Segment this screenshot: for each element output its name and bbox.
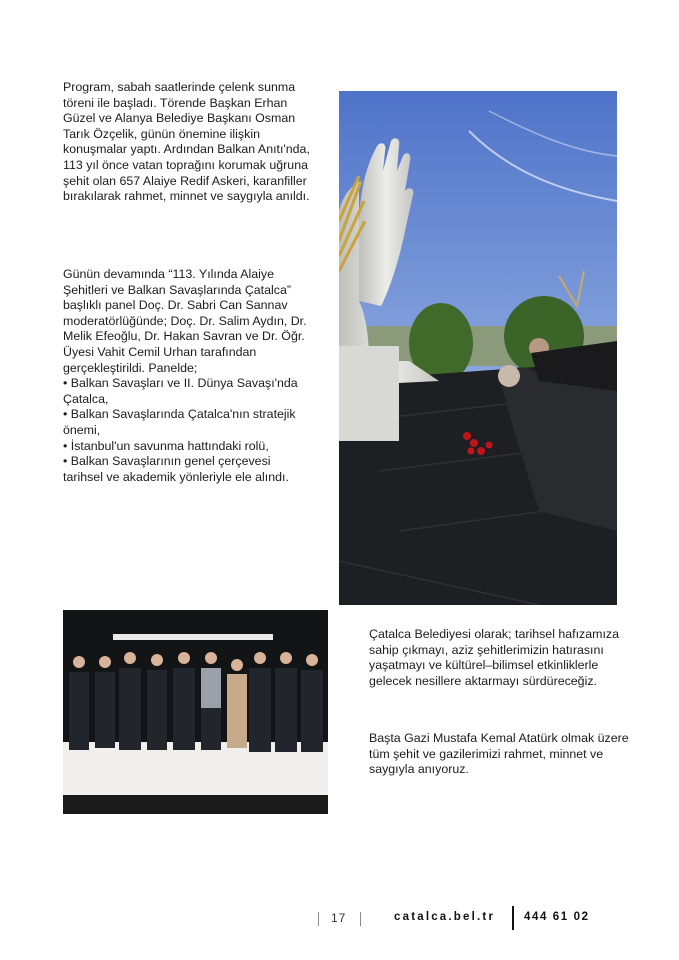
paragraph-commitment: Çatalca Belediyesi olarak; tarihsel hafızamıza sahip çıkmayı, aziz şehitlerimizin hatırasını yaşatmayı ve kültürel–bilimsel etkinliklerle gelecek nesillere aktarmayı sürdüreceğiz. [369, 627, 619, 688]
footer-divider [318, 912, 319, 926]
footer-divider [512, 906, 514, 930]
paragraph-remembrance: Başta Gazi Mustafa Kemal Atatürk olmak üzere tüm şehit ve gazilerimizi rahmet, minnet ve saygıyla anıyoruz. [369, 731, 629, 777]
paragraph-panel: Günün devamında “113. Yılında Alaiye Şehitleri ve Balkan Savaşlarında Çatalca” başlıklı panel Doç. Dr. Sabri Can Sannav moderatörlüğünde; Doç. Dr. Salim Aydın, Dr. Melik Efeoğlu, Dr. Hakan Savran ve Dr. Öğr. Üyesi Vahit Cemil Urhan tarafından gerçekleştirildi. Panelde; • Balkan Savaşları ve II. Dünya Savaşı'nda Çatalca, • Balkan Savaşlarında Çatalca'nın stratejik önemi, • İstanbul'un savunma hattındaki rolü, • Balkan Savaşlarının genel çerçevesi tarihsel ve akademik yönleriyle ele alındı. [63, 267, 307, 484]
monument-ceremony-photo [339, 91, 617, 605]
group-photo [63, 610, 328, 814]
footer-divider [360, 912, 361, 926]
page-number: 17 [331, 911, 347, 925]
phone-number: 444 61 02 [524, 911, 590, 923]
website-link[interactable]: catalca.bel.tr [394, 911, 496, 923]
paragraph-ceremony: Program, sabah saatlerinde çelenk sunma töreni ile başladı. Törende Başkan Erhan Güzel ve Alanya Belediye Başkanı Osman Tarık Özçelik, günün önemine ilişkin konuşmalar yaptı. Ardından Balkan Anıtı'nda, 113 yıl önce vatan toprağını korumak uğruna şehit olan 657 Alaiye Redif Askeri, karanfiller bırakılarak rahmet, minnet ve saygıyla anıldı. [63, 80, 310, 204]
